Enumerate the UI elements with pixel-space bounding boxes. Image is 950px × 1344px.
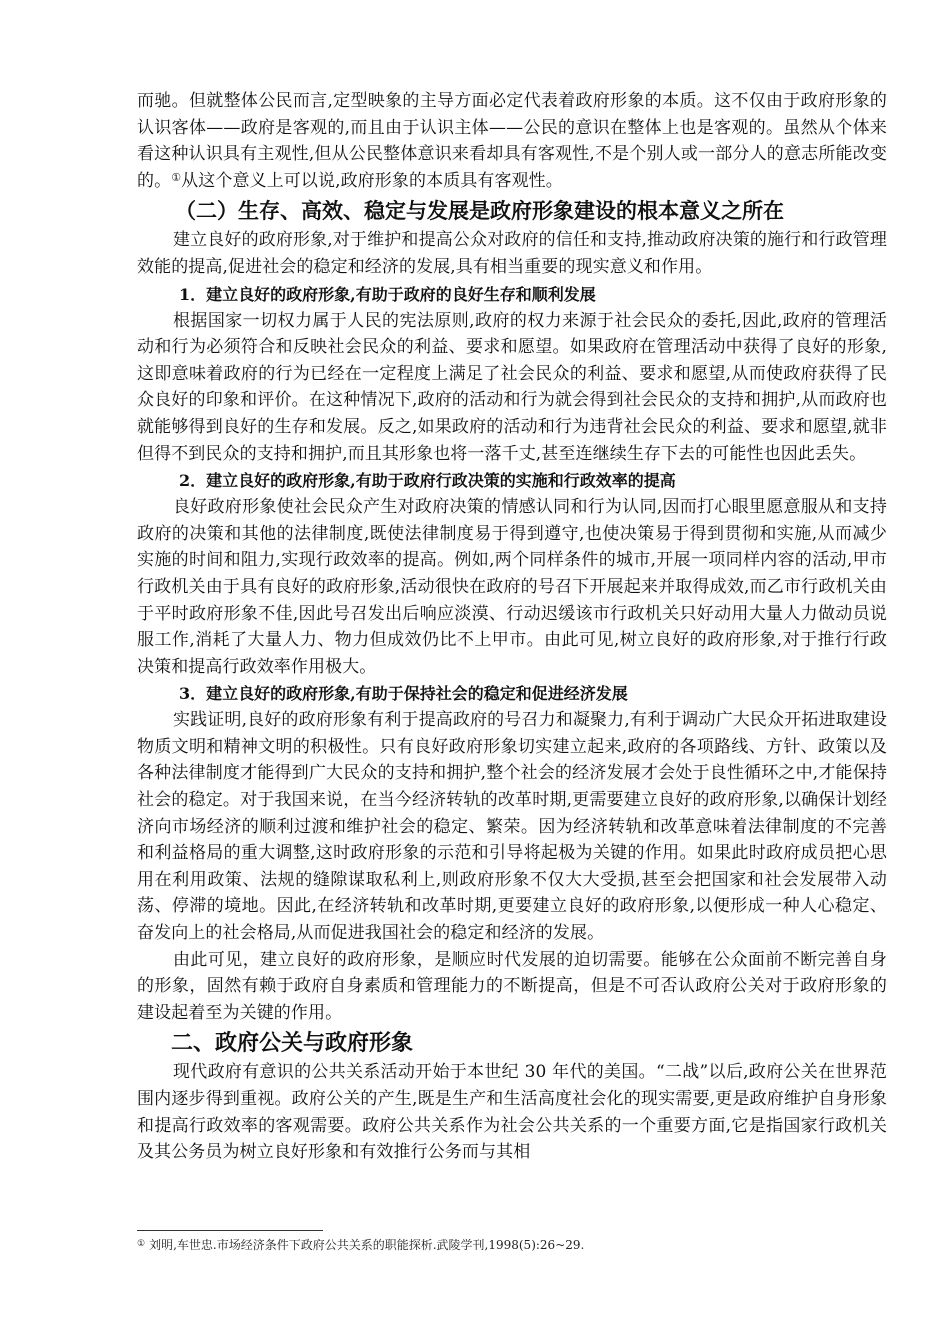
subheading-2: 2．建立良好的政府形象,有助于政府行政决策的实施和行政效率的提高 bbox=[179, 471, 676, 491]
paragraph-public-relations: 现代政府有意识的公共关系活动开始于本世纪 30 年代的美国。“二战”以后,政府公关在世界范围内逐步得到重视。政府公关的产生,既是生产和生活高度社会化的现实需要,更是政府维护自身形象和提高行政效率的客观需要。政府公共关系作为社会公共关系的一个重要方面,它是指国家行政机关及其公务员为树立良好形象和有效推行公务而与其相 bbox=[137, 1062, 887, 1163]
subheading-1: 1．建立良好的政府形象,有助于政府的良好生存和顺利发展 bbox=[179, 284, 596, 304]
footnote-divider bbox=[137, 1230, 323, 1231]
paragraph-intro-text: 而驰。但就整体公民而言,定型映象的主导方面必定代表着政府形象的本质。这不仅由于政府形象的认识客体——政府是客观的,而且由于认识主体——公民的意识在整体上也是客观的。虽然从个体来看这种认识具有主观性,但从公民整体意识来看却具有客观性,不是个别人或一部分人的意志所能改变的。 bbox=[137, 91, 887, 191]
paragraph-significance: 建立良好的政府形象,对于维护和提高公众对政府的信任和支持,推动政府决策的施行和行政管理效能的提高,促进社会的稳定和经济的发展,具有相当重要的现实意义和作用。 bbox=[137, 230, 887, 277]
paragraph-survival: 根据国家一切权力属于人民的宪法原则,政府的权力来源于社会民众的委托,因此,政府的管理活动和行为必须符合和反映社会民众的利益、要求和愿望。如果政府在管理活动中获得了良好的形象,这即意味着政府的行为已经在一定程度上满足了社会民众的利益、要求和愿望,从而使政府获得了民众良好的印象和评价。在这种情况下,政府的活动和行为就会得到社会民众的支持和拥护,从而政府也就能够得到良好的生存和发展。反之,如果政府的活动和行为违背社会民众的利益、要求和愿望,就非但得不到民众的支持和拥护,而且其形象也将一落千丈,甚至连继续生存下去的可能性也因此丢失。 bbox=[137, 310, 887, 464]
footnote-mark: ① bbox=[137, 1239, 146, 1249]
paragraph-intro-end: 从这个意义上可以说,政府形象的本质具有客观性。 bbox=[181, 170, 563, 191]
paragraph-intro bbox=[137, 88, 887, 194]
footnote-text: 刘明,车世忠.市场经济条件下政府公共关系的职能探析.武陵学刊,1998(5):26~29. bbox=[149, 1238, 585, 1252]
paragraph-stability: 实践证明,良好的政府形象有利于提高政府的号召力和凝聚力,有利于调动广大民众开拓进取建设物质文明和精神文明的积极性。只有良好政府形象切实建立起来,政府的各项路线、方针、政策以及各种法律制度才能得到广大民众的支持和拥护,整个社会的经济发展才会处于良性循环之中,才能保持社会的稳定。对于我国来说，在当今经济转轨的改革时期,更需要建立良好的政府形象,以确保计划经济向市场经济的顺利过渡和维护社会的稳定、繁荣。因为经济转轨和改革意味着法律制度的不完善和利益格局的重大调整,这时政府形象的示范和引导将起极为关键的作用。如果此时政府成员把心思用在利用政策、法规的缝隙谋取私利上,则政府形象不仅大大受损,甚至会把国家和社会发展带入动荡、停滞的境地。因此,在经济转轨和改革时期,更要建立良好的政府形象,以便形成一种人心稳定、奋发向上的社会格局,从而促进我国社会的稳定和经济的发展。 bbox=[137, 710, 887, 944]
footnote-reference[interactable]: ① bbox=[171, 170, 182, 184]
document-body bbox=[137, 88, 887, 1166]
subheading-3: 3．建立良好的政府形象,有助于保持社会的稳定和促进经济发展 bbox=[179, 684, 628, 704]
paragraph-conclusion: 由此可见，建立良好的政府形象，是顺应时代发展的迫切需要。能够在公众面前不断完善自身的形象，固然有赖于政府自身素质和管理能力的不断提高，但是不可否认政府公关对于政府形象的建设起着至为关键的作用。 bbox=[137, 949, 887, 1023]
section-heading-main: 二、政府公关与政府形象 bbox=[171, 1030, 414, 1057]
footnote bbox=[137, 1236, 897, 1256]
section-heading-2: （二）生存、高效、稳定与发展是政府形象建设的根本意义之所在 bbox=[175, 198, 784, 224]
paragraph-efficiency: 良好政府形象使社会民众产生对政府决策的情感认同和行为认同,因而打心眼里愿意服从和支持政府的决策和其他的法律制度,既使法律制度易于得到遵守,也使决策易于得到贯彻和实施,从而减少实施的时间和阻力,实现行政效率的提高。例如,两个同样条件的城市,开展一项同样内容的活动,甲市行政机关由于具有良好的政府形象,活动很快在政府的号召下开展起来并取得成效,而乙市行政机关由于平时政府形象不佳,因此号召发出后响应淡漠、行动迟缓该市行政机关只好动用大量人力做动员说服工作,消耗了大量人力、物力但成效仍比不上甲市。由此可见,树立良好的政府形象,对于推行行政决策和提高行政效率作用极大。 bbox=[137, 497, 887, 677]
